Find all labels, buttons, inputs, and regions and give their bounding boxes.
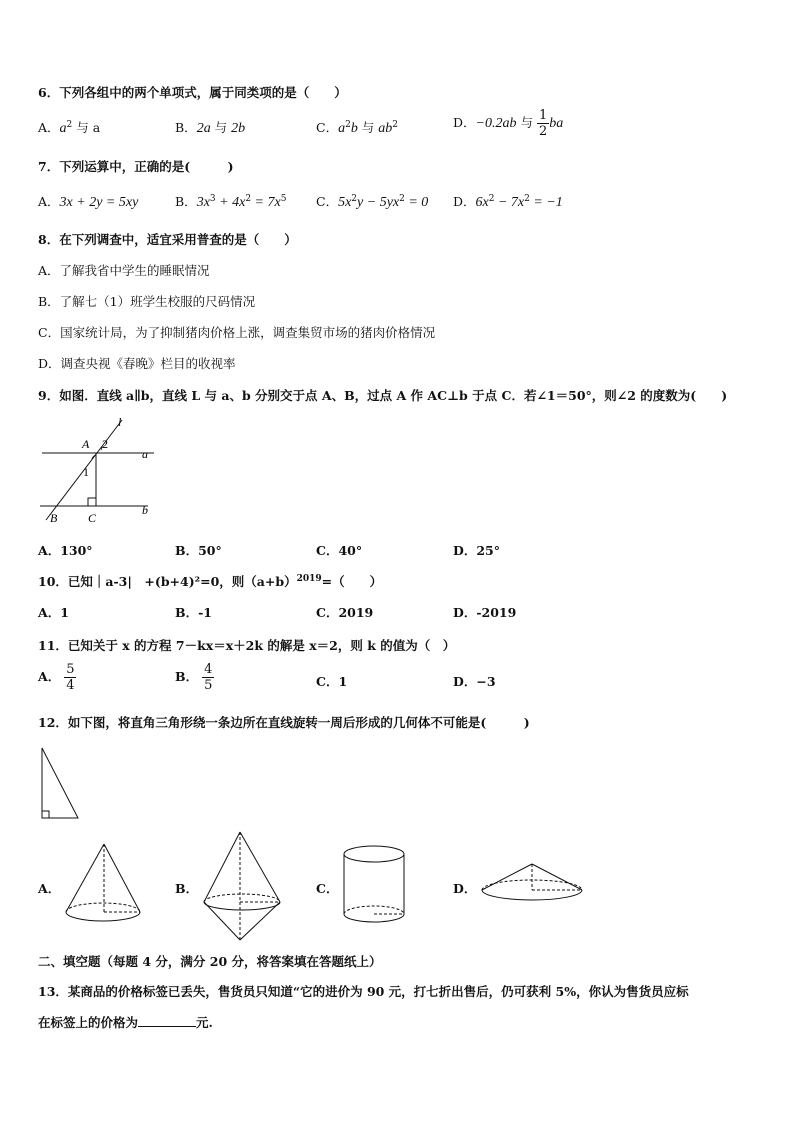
q12-right-triangle	[38, 744, 84, 820]
section-2-heading: 二、填空题（每题 4 分，满分 20 分，将答案填在答题纸上）	[38, 954, 382, 969]
cylinder-top	[344, 846, 404, 862]
q12-stem: 12．如下图，将直角三角形绕一条边所在直线旋转一周后形成的几何体不可能是( )	[38, 715, 530, 730]
q8-option-a: A．了解我省中学生的睡眠情况	[38, 263, 210, 278]
cone-a-base-front	[66, 912, 140, 921]
cylinder-bottom-back	[344, 906, 404, 914]
q8-option-d: D．调查央视《春晚》栏目的收视率	[38, 356, 236, 371]
q9-option-d: D．25°	[453, 543, 500, 558]
label-b: b	[142, 503, 148, 517]
q10-option-c: C．2019	[316, 605, 374, 620]
q9-option-b: B．50°	[175, 543, 222, 558]
double-cone-rim-back	[204, 894, 280, 902]
cone-a-left-edge	[66, 844, 104, 912]
q12-option-d-flat-cone	[478, 860, 588, 910]
q10-option-a: A．1	[38, 605, 69, 620]
q9-stem: 9．如图．直线 a∥b，直线 L 与 a、b 分别交于点 A、B，过点 A 作 AC⊥b 于点 C．若∠1＝50°，则∠2 的度数为( )	[38, 388, 728, 403]
q13-line-1: 13．某商品的价格标签已丢失，售货员只知道“它的进价为 90 元，打七折出售后，仍可获利 5%，你认为售货员应标	[38, 984, 689, 999]
double-cone-upper-right	[240, 832, 280, 902]
q9-figure	[38, 412, 158, 528]
q11-stem: 11．已知关于 x 的方程 7－kx＝x＋2k 的解是 x＝2，则 k 的值为（ ）	[38, 638, 456, 653]
triangle-shape	[42, 748, 78, 818]
q6-option-c: C．$a^2b$ 与 $ab^2$	[316, 119, 399, 136]
q11-a-fraction: $\frac{5}{4}$	[66, 662, 75, 693]
flat-cone-base-front	[482, 890, 582, 900]
q13-line-2: 在标签上的价格为 元.	[38, 1015, 213, 1030]
cone-a-right-edge	[104, 844, 140, 912]
label-a: a	[142, 447, 148, 461]
double-cone-rim-front	[204, 902, 280, 910]
q13-answer-blank[interactable]	[138, 1014, 196, 1027]
q6-option-a: A．$a^2$ 与 a	[38, 119, 101, 136]
q7-option-a: A．3x + 2y = 5xy	[38, 194, 139, 210]
q12-option-b-double-cone	[200, 828, 286, 944]
q7-stem: 7．下列运算中，正确的是( )	[38, 159, 234, 174]
q7-option-b: B．$3x^3 + 4x^2 = 7x^5$	[175, 193, 287, 210]
q8-option-c: C．国家统计局，为了抑制猪肉价格上涨，调查集贸市场的猪肉价格情况	[38, 325, 436, 340]
q10-option-d: D．-2019	[453, 605, 517, 620]
q11-option-a: A． $\frac{5}{4}$	[38, 662, 75, 693]
q9-option-a: A．130°	[38, 543, 93, 558]
q10-stem: 10．已知｜a-3| +(b+4)²=0，则$(a+b)^{2019}=$（ ）	[38, 573, 383, 589]
q7-option-d: D．$6x^2 - 7x^2 = -1$	[453, 193, 563, 210]
double-cone-lower-left	[204, 902, 240, 940]
q6-stem: 6．下列各组中的两个单项式，属于同类项的是（ ）	[38, 85, 347, 100]
q8-stem: 8．在下列调查中，适宜采用普查的是（ ）	[38, 232, 297, 247]
label-1: 1	[83, 465, 89, 479]
q12-option-d-label: D．	[453, 881, 477, 896]
q11-option-b: B． $\frac{4}{5}$	[175, 662, 213, 693]
label-2: 2	[102, 437, 108, 451]
q12-option-a-cone	[62, 840, 144, 924]
q8-option-b: B．了解七（1）班学生校服的尺码情况	[38, 294, 256, 309]
label-C: C	[88, 511, 97, 525]
q9-option-c: C．40°	[316, 543, 363, 558]
double-cone-lower-right	[240, 902, 280, 940]
right-angle-mark	[42, 811, 49, 818]
q12-option-c-cylinder	[340, 842, 410, 926]
q12-option-a-label: A．	[38, 881, 61, 896]
q6-d-fraction: $\frac{1}{2}$	[538, 108, 548, 139]
label-B: B	[50, 511, 58, 525]
cone-a-base-back	[66, 903, 140, 912]
q12-option-b-label: B．	[175, 881, 199, 896]
label-l: l	[118, 415, 122, 429]
q10-option-b: B．-1	[175, 605, 212, 620]
q11-b-fraction: $\frac{4}{5}$	[204, 662, 213, 693]
q11-option-d: D．−3	[453, 674, 496, 689]
label-A: A	[82, 437, 90, 451]
right-angle-mark	[88, 498, 96, 506]
q7-option-c: C．$5x^2y - 5yx^2 = 0$	[316, 193, 429, 210]
q11-option-c: C．1	[316, 674, 348, 689]
cylinder-bottom-front	[344, 914, 404, 922]
flat-cone-left	[482, 864, 532, 890]
double-cone-upper-left	[204, 832, 240, 902]
q12-option-c-label: C．	[316, 881, 339, 896]
q6-option-d: D．−0.2ab 与 $\frac{1}{2}$ ba	[453, 108, 564, 139]
q6-option-b: B．2a 与 2b	[175, 120, 246, 136]
flat-cone-right	[532, 864, 582, 890]
